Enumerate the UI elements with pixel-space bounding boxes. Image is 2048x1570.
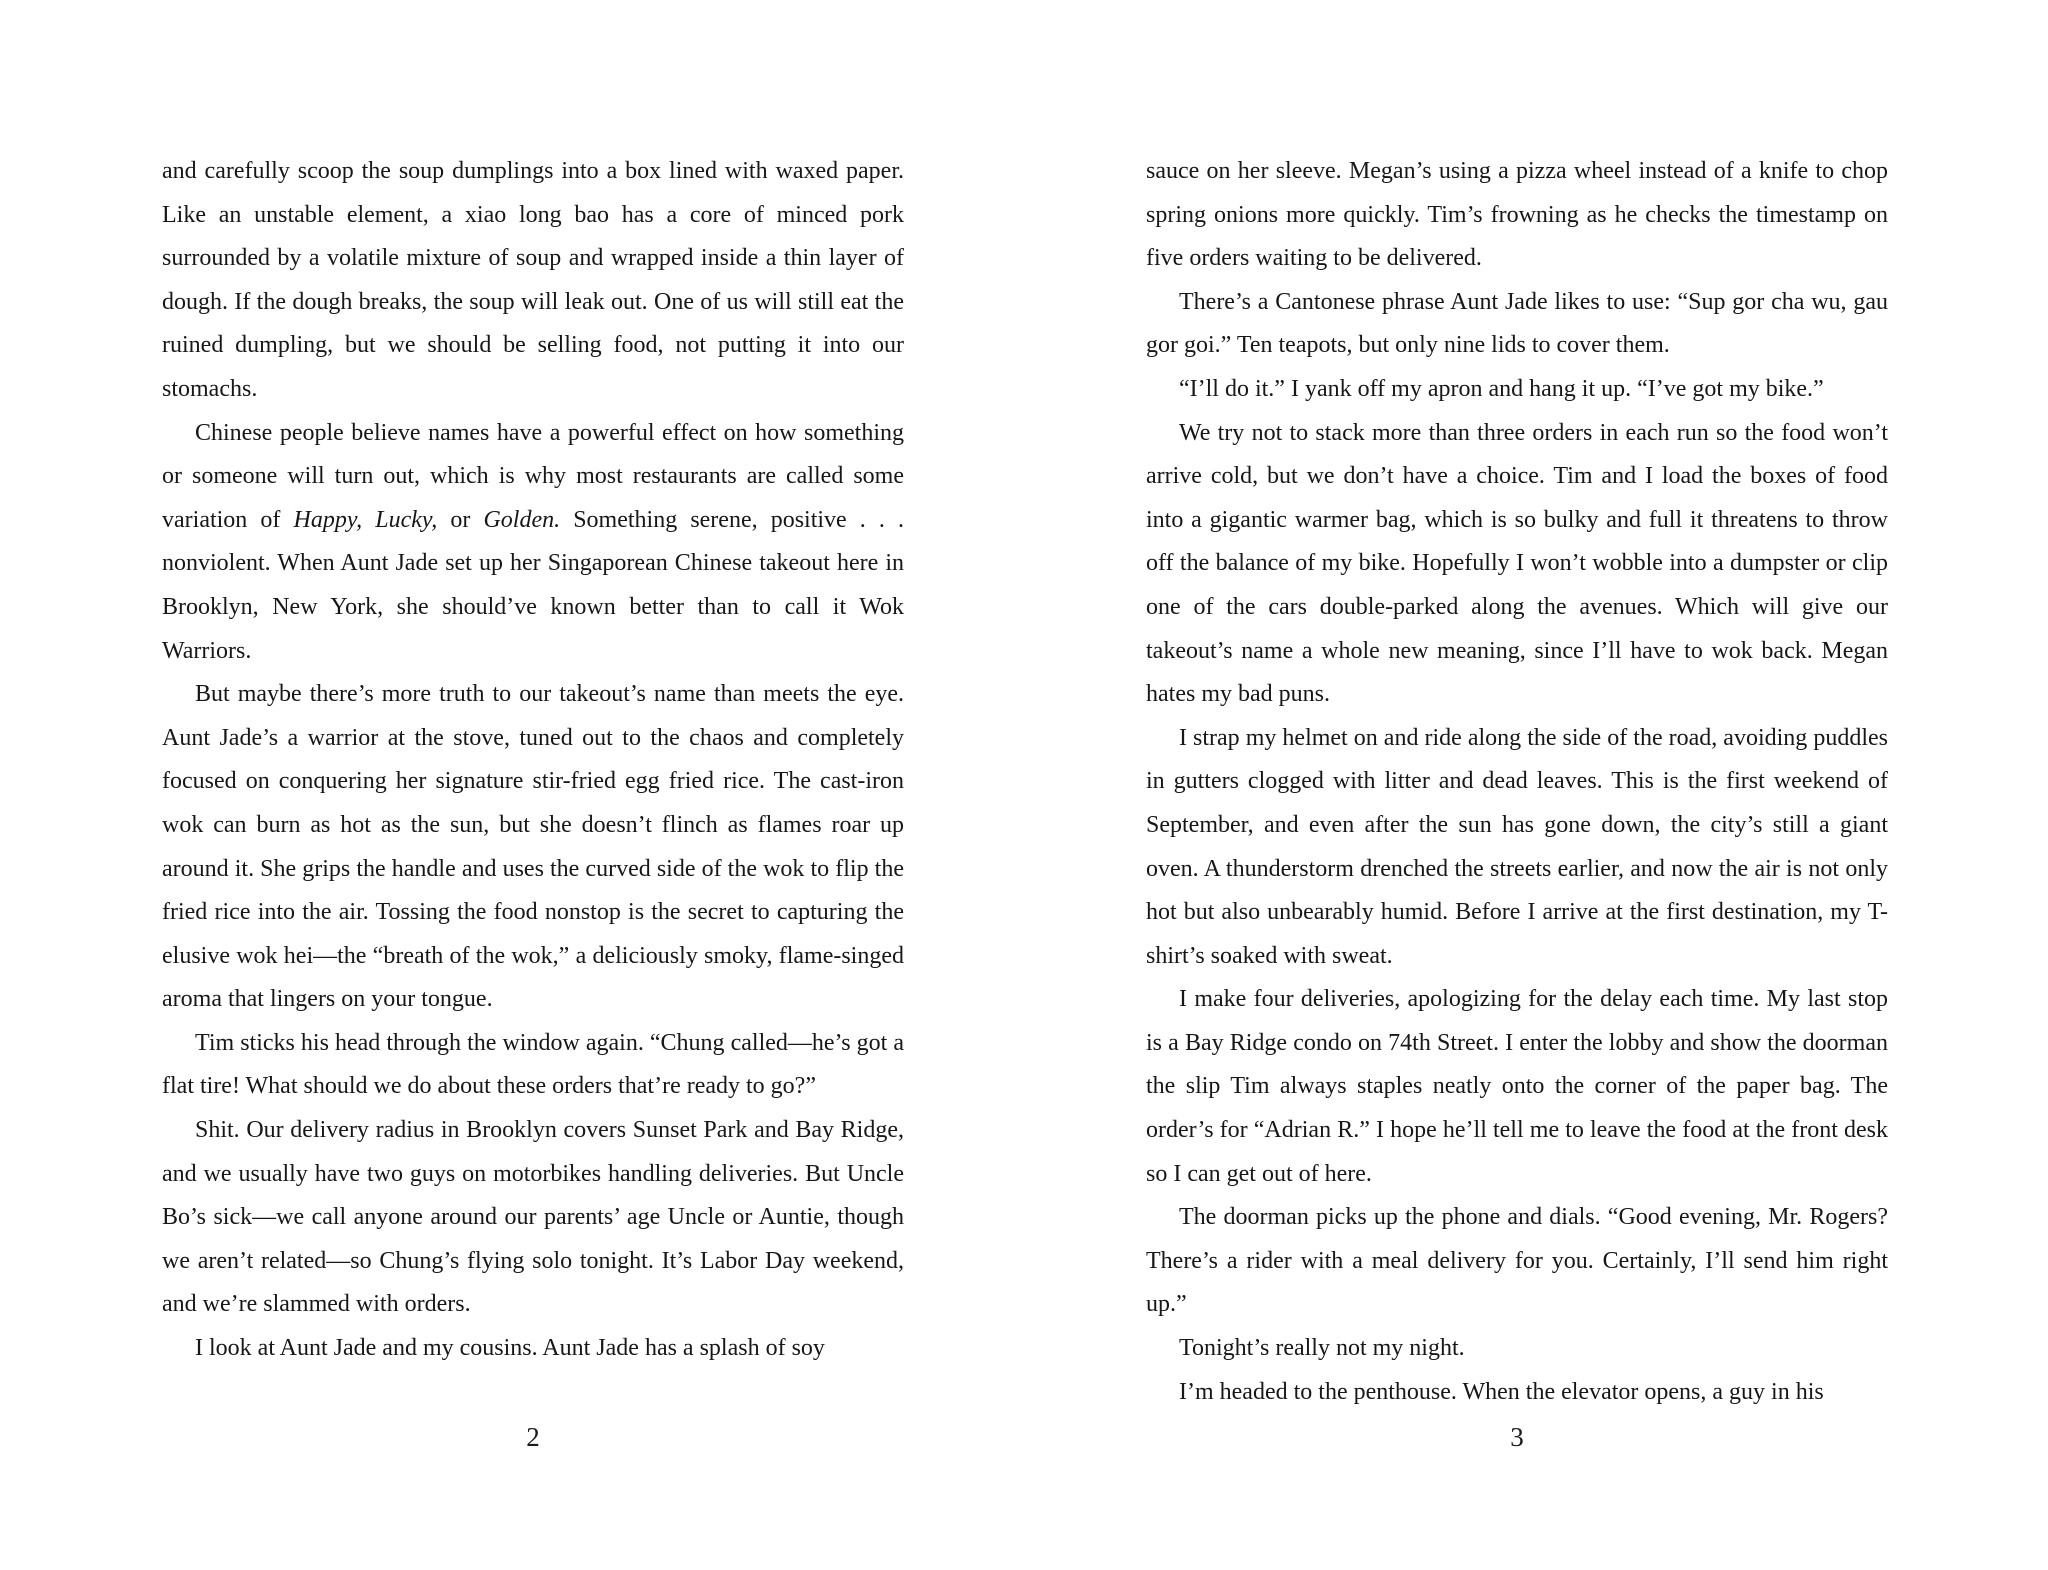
paragraph	[162, 1109, 904, 1327]
paragraph	[162, 1022, 904, 1109]
paragraph	[1146, 978, 1888, 1196]
page-left-number: 2	[526, 1422, 540, 1452]
page-right-text-column	[1146, 150, 1888, 1414]
paragraph	[162, 150, 904, 412]
text-run: But maybe there’s more truth to our takeout’s name than meets the eye. Aunt Jade’s a warrior at the stove, tuned out to the chaos and completely focused on conquering her signature stir-fried egg fried rice. The cast-iron wok can burn as hot as the sun, but she doesn’t flinch as flames roar up around it. She grips the handle and uses the curved side of the wok to flip the fried rice into the air. Tossing the food nonstop is the secret to capturing the elusive wok hei—the “breath of the wok,” a deliciously smoky, flame-singed aroma that lingers on your tongue.	[162, 681, 904, 1013]
paragraph	[1146, 368, 1888, 412]
paragraph	[1146, 412, 1888, 717]
page-left-text-column	[162, 150, 904, 1371]
paragraph	[1146, 1196, 1888, 1327]
text-run: We try not to stack more than three orders in each run so the food won’t arrive cold, but we don’t have a choice. Tim and I load the boxes of food into a gigantic warmer bag, which is so bulky and full it threatens to throw off the balance of my bike. Hopefully I won’t wobble into a dumpster or clip one of the cars double-parked along the avenues. Which will give our takeout’s name a whole new meaning, since I’ll have to wok back. Megan hates my bad puns.	[1146, 419, 1888, 708]
paragraph	[162, 412, 904, 674]
text-run: I strap my helmet on and ride along the side of the road, avoiding puddles in gutters clogged with litter and dead leaves. This is the first weekend of September, and even after the sun has gone down, the city’s still a giant oven. A thunderstorm drenched the streets earlier, and now the air is not only hot but also unbearably humid. Before I arrive at the first destination, my T-shirt’s soaked with sweat.	[1146, 724, 1888, 969]
text-run: Shit. Our delivery radius in Brooklyn covers Sunset Park and Bay Ridge, and we usually have two guys on motorbikes handling deliveries. But Uncle Bo’s sick—we call anyone around our parents’ age Uncle or Auntie, though we aren’t related—so Chung’s flying solo tonight. It’s Labor Day weekend, and we’re slammed with orders.	[162, 1117, 904, 1318]
paragraph	[162, 673, 904, 1022]
text-run: I look at Aunt Jade and my cousins. Aunt Jade has a splash of soy	[195, 1335, 825, 1362]
text-run: Chinese people believe names have a powerful effect on how something or someone will turn out, which is why most restaurants are called some variation of	[162, 419, 904, 533]
paragraph	[1146, 150, 1888, 281]
paragraph	[1146, 1371, 1888, 1415]
paragraph	[1146, 717, 1888, 979]
text-run: and carefully scoop the soup dumplings into a box lined with waxed paper. Like an unstable element, a xiao long bao has a core of minced pork surrounded by a volatile mixture of soup and wrapped inside a thin layer of dough. If the dough breaks, the soup will leak out. One of us will still eat the ruined dumpling, but we should be selling food, not putting it into our stomachs.	[162, 158, 904, 402]
text-run: or	[437, 506, 484, 533]
text-run: “I’ll do it.” I yank off my apron and hang it up. “I’ve got my bike.”	[1179, 375, 1824, 402]
paragraph	[1146, 281, 1888, 368]
italic-text-run: Happy, Lucky,	[293, 506, 438, 533]
paragraph	[162, 1327, 904, 1371]
text-run: Tonight’s really not my night.	[1179, 1335, 1465, 1362]
text-run: I make four deliveries, apologizing for the delay each time. My last stop is a Bay Ridge condo on 74th Street. I enter the lobby and show the doorman the slip Tim always staples neatly onto the corner of the paper bag. The order’s for “Adrian R.” I hope he’ll tell me to leave the food at the front desk so I can get out of here.	[1146, 986, 1888, 1187]
text-run: sauce on her sleeve. Megan’s using a pizza wheel instead of a knife to chop spring onions more quickly. Tim’s frowning as he checks the timestamp on five orders waiting to be delivered.	[1146, 158, 1888, 272]
page-right	[1024, 0, 2048, 1570]
text-run: The doorman picks up the phone and dials. “Good evening, Mr. Rogers? There’s a rider with a meal delivery for you. Certainly, I’ll send him right up.”	[1146, 1204, 1888, 1318]
text-run: There’s a Cantonese phrase Aunt Jade likes to use: “Sup gor cha wu, gau gor goi.” Ten teapots, but only nine lids to cover them.	[1146, 288, 1888, 359]
text-run: Tim sticks his head through the window again. “Chung called—he’s got a flat tire! What should we do about these orders that’re ready to go?”	[162, 1029, 904, 1100]
paragraph	[1146, 1327, 1888, 1371]
text-run: Something serene, positive . . . nonviolent. When Aunt Jade set up her Singaporean Chinese takeout here in Brooklyn, New York, she should’ve known better than to call it Wok Warriors.	[162, 506, 905, 664]
italic-text-run: Golden.	[483, 506, 561, 533]
text-run: I’m headed to the penthouse. When the elevator opens, a guy in his	[1179, 1378, 1824, 1405]
page-right-number: 3	[1510, 1422, 1524, 1452]
